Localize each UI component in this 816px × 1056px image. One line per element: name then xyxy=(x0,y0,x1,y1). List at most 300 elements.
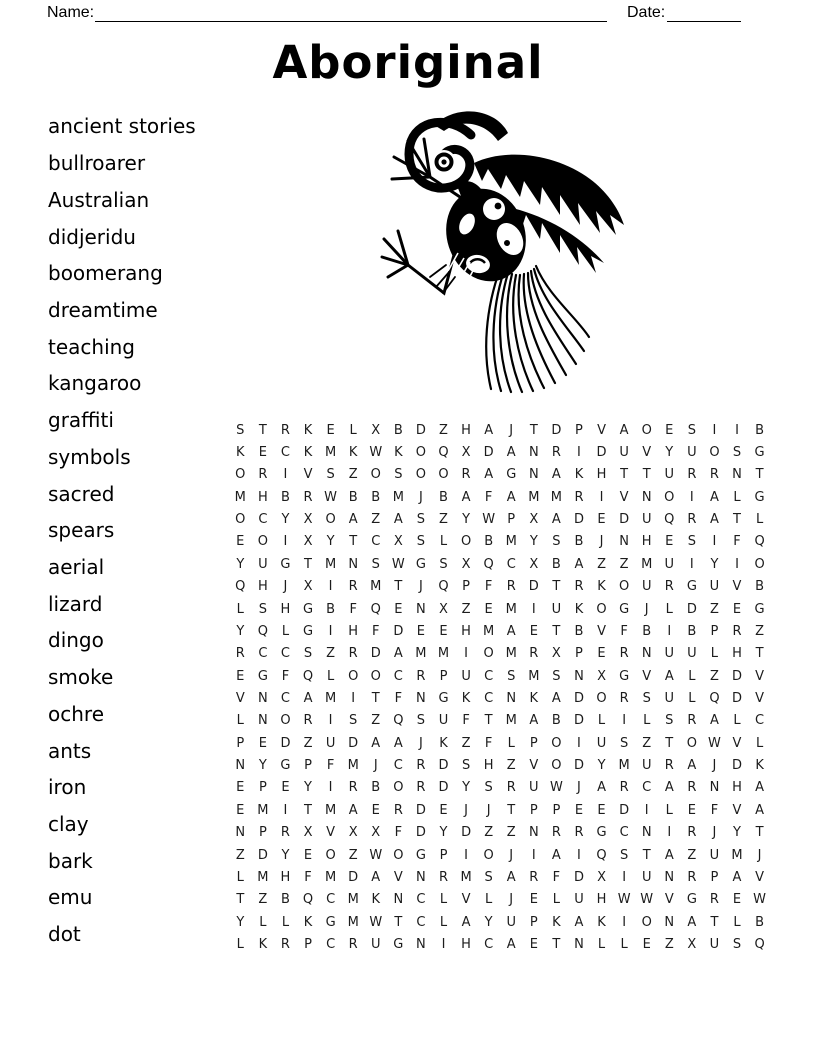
grid-cell: G xyxy=(280,758,291,774)
grid-cell: Z xyxy=(461,735,471,751)
grid-cell: R xyxy=(551,825,561,841)
grid-cell: H xyxy=(596,467,607,483)
grid-cell: A xyxy=(393,735,403,751)
grid-cell: H xyxy=(732,646,742,662)
grid-cell: H xyxy=(257,489,268,505)
grid-cell: U xyxy=(664,646,675,662)
grid-cell: Y xyxy=(304,780,312,796)
grid-cell: U xyxy=(664,556,675,572)
grid-cell: T xyxy=(620,467,629,483)
grid-cell: R xyxy=(732,623,742,639)
grid-cell: Z xyxy=(664,936,674,952)
grid-cell: M xyxy=(505,646,517,662)
grid-cell: E xyxy=(597,802,606,818)
grid-cell: C xyxy=(326,936,336,952)
grid-cell: J xyxy=(418,489,423,505)
grid-cell: R xyxy=(551,445,561,461)
grid-cell: M xyxy=(528,489,540,505)
grid-cell: R xyxy=(280,936,290,952)
grid-cell: O xyxy=(483,646,494,662)
grid-cell: G xyxy=(257,668,268,684)
grid-cell: G xyxy=(754,601,765,617)
grid-cell: G xyxy=(280,556,291,572)
grid-cell: E xyxy=(642,936,651,952)
grid-cell: K xyxy=(439,735,448,751)
grid-cell: K xyxy=(394,445,403,461)
grid-cell: T xyxy=(236,892,245,908)
grid-cell: P xyxy=(710,623,719,639)
grid-cell: Z xyxy=(326,646,336,662)
word-list-item: clay xyxy=(48,812,89,837)
grid-cell: G xyxy=(754,489,765,505)
grid-cell: J xyxy=(373,758,378,774)
grid-cell: P xyxy=(710,869,719,885)
grid-cell: E xyxy=(687,802,696,818)
grid-cell: M xyxy=(392,489,404,505)
grid-cell: K xyxy=(529,690,539,706)
grid-cell: H xyxy=(732,780,742,796)
grid-cell: K xyxy=(303,914,313,930)
grid-cell: B xyxy=(755,579,765,595)
grid-cell: C xyxy=(280,646,290,662)
grid-cell: O xyxy=(641,422,652,438)
grid-cell: O xyxy=(348,668,359,684)
grid-cell: Q xyxy=(370,601,381,617)
grid-cell: M xyxy=(618,758,630,774)
grid-cell: R xyxy=(687,825,697,841)
grid-cell: I xyxy=(622,869,627,885)
grid-cell: D xyxy=(732,690,743,706)
grid-cell: S xyxy=(687,534,696,550)
grid-cell: G xyxy=(619,668,630,684)
grid-cell: N xyxy=(641,646,652,662)
grid-cell: Q xyxy=(709,690,720,706)
grid-cell: W xyxy=(369,445,383,461)
grid-cell: F xyxy=(281,668,290,684)
grid-cell: O xyxy=(619,579,630,595)
grid-cell: D xyxy=(415,802,426,818)
grid-cell: Y xyxy=(258,758,267,774)
grid-cell: I xyxy=(599,489,604,505)
grid-cell: O xyxy=(709,445,720,461)
grid-cell: M xyxy=(370,579,382,595)
grid-cell: E xyxy=(394,601,403,617)
grid-cell: R xyxy=(687,869,697,885)
grid-cell: S xyxy=(484,780,493,796)
grid-cell: O xyxy=(325,847,336,863)
grid-cell: S xyxy=(642,690,651,706)
grid-cell: M xyxy=(257,802,269,818)
grid-cell: W xyxy=(708,735,721,751)
grid-cell: L xyxy=(349,422,357,438)
grid-cell: A xyxy=(619,422,629,438)
page-title: Aboriginal xyxy=(272,36,544,89)
grid-cell: R xyxy=(574,489,584,505)
grid-cell: A xyxy=(506,445,516,461)
grid-cell: U xyxy=(258,556,268,572)
grid-cell: I xyxy=(328,623,333,639)
grid-cell: B xyxy=(326,601,336,617)
grid-cell: R xyxy=(574,579,584,595)
grid-cell: N xyxy=(416,869,426,885)
grid-cell: F xyxy=(394,825,403,841)
grid-cell: E xyxy=(439,623,448,639)
grid-cell: P xyxy=(529,914,538,930)
grid-cell: T xyxy=(755,646,764,662)
grid-cell: T xyxy=(394,914,403,930)
grid-cell: P xyxy=(552,802,561,818)
grid-cell: F xyxy=(484,735,493,751)
grid-cell: E xyxy=(529,936,538,952)
grid-cell: D xyxy=(415,825,426,841)
grid-cell: D xyxy=(483,445,494,461)
grid-cell: R xyxy=(438,869,449,885)
grid-cell: E xyxy=(529,623,538,639)
grid-cell: T xyxy=(349,534,358,550)
grid-cell: S xyxy=(371,556,380,572)
grid-cell: V xyxy=(642,668,652,684)
word-list-item: dreamtime xyxy=(48,297,158,322)
grid-cell: A xyxy=(755,802,765,818)
grid-cell: G xyxy=(302,601,314,617)
grid-cell: L xyxy=(507,735,515,751)
grid-cell: L xyxy=(439,534,448,550)
grid-cell: Q xyxy=(438,579,449,595)
grid-cell: T xyxy=(484,713,493,729)
grid-cell: I xyxy=(531,601,536,617)
grid-cell: R xyxy=(416,758,426,774)
grid-cell: A xyxy=(664,668,674,684)
grid-cell: A xyxy=(687,758,697,774)
grid-cell: P xyxy=(304,936,312,952)
grid-cell: R xyxy=(687,713,697,729)
grid-cell: M xyxy=(731,847,743,863)
grid-cell: B xyxy=(755,914,765,930)
grid-cell: X xyxy=(597,668,606,684)
grid-cell: I xyxy=(283,467,288,483)
grid-cell: E xyxy=(326,422,335,438)
grid-cell: N xyxy=(235,825,246,841)
grid-cell: U xyxy=(371,936,381,952)
grid-cell: E xyxy=(732,601,742,617)
grid-cell: V xyxy=(732,579,742,595)
grid-cell: Z xyxy=(597,556,606,572)
grid-cell: L xyxy=(597,936,606,952)
grid-cell: X xyxy=(529,556,539,572)
grid-cell: S xyxy=(461,758,471,774)
grid-cell: I xyxy=(464,847,468,863)
grid-cell: I xyxy=(689,556,694,572)
date-blank-line xyxy=(667,20,741,22)
grid-cell: X xyxy=(551,646,561,662)
grid-cell: X xyxy=(529,512,539,528)
grid-cell: O xyxy=(235,512,246,528)
grid-cell: O xyxy=(280,713,291,729)
grid-cell: F xyxy=(620,623,628,639)
grid-cell: E xyxy=(529,892,538,908)
grid-cell: L xyxy=(688,668,696,684)
grid-cell: R xyxy=(687,512,697,528)
grid-cell: I xyxy=(351,690,356,706)
grid-cell: S xyxy=(507,668,516,684)
grid-cell: K xyxy=(258,936,268,952)
grid-cell: U xyxy=(641,869,652,885)
grid-cell: C xyxy=(258,512,268,528)
grid-cell: Y xyxy=(439,825,448,841)
grid-cell: M xyxy=(415,646,427,662)
grid-cell: N xyxy=(348,556,359,572)
grid-cell: O xyxy=(325,512,336,528)
grid-cell: M xyxy=(550,489,562,505)
grid-cell: L xyxy=(236,601,244,617)
grid-cell: E xyxy=(416,623,426,639)
grid-cell: H xyxy=(461,936,471,952)
grid-cell: R xyxy=(529,646,539,662)
grid-cell: J xyxy=(712,825,717,841)
grid-cell: A xyxy=(348,802,358,818)
grid-cell: R xyxy=(416,780,426,796)
grid-cell: R xyxy=(664,758,674,774)
grid-cell: O xyxy=(235,467,246,483)
grid-cell: G xyxy=(506,467,517,483)
grid-cell: O xyxy=(596,601,607,617)
grid-cell: B xyxy=(371,489,381,505)
grid-cell: A xyxy=(371,735,381,751)
grid-cell: K xyxy=(461,690,471,706)
word-list-item: lizard xyxy=(48,591,103,616)
grid-cell: S xyxy=(665,713,674,729)
grid-cell: X xyxy=(371,422,381,438)
grid-cell: T xyxy=(552,579,561,595)
word-list-item: ants xyxy=(48,738,92,763)
grid-cell: Y xyxy=(462,512,471,528)
grid-cell: R xyxy=(348,780,358,796)
grid-cell: A xyxy=(484,422,494,438)
grid-cell: E xyxy=(371,802,380,818)
grid-cell: U xyxy=(641,512,652,528)
grid-cell: D xyxy=(596,445,607,461)
grid-cell: L xyxy=(281,623,290,639)
grid-cell: L xyxy=(259,914,267,930)
grid-cell: N xyxy=(664,869,675,885)
grid-cell: O xyxy=(460,534,472,550)
grid-cell: Q xyxy=(393,713,404,729)
grid-cell: R xyxy=(303,489,313,505)
grid-cell: E xyxy=(236,668,245,684)
word-list-item: smoke xyxy=(48,665,114,690)
grid-cell: L xyxy=(597,713,606,729)
grid-cell: T xyxy=(304,556,312,572)
grid-cell: B xyxy=(280,892,290,908)
grid-cell: A xyxy=(732,869,742,885)
grid-cell: I xyxy=(577,735,581,751)
grid-cell: V xyxy=(303,467,313,483)
grid-cell: Y xyxy=(462,780,471,796)
grid-cell: U xyxy=(664,467,675,483)
grid-cell: C xyxy=(280,445,290,461)
grid-cell: C xyxy=(393,758,403,774)
grid-cell: N xyxy=(258,690,268,706)
grid-cell: K xyxy=(552,914,561,930)
grid-cell: H xyxy=(483,758,494,774)
grid-cell: K xyxy=(755,758,764,774)
grid-cell: L xyxy=(688,690,696,706)
grid-cell: R xyxy=(709,892,719,908)
grid-cell: N xyxy=(416,601,426,617)
grid-cell: J xyxy=(509,422,514,438)
grid-cell: E xyxy=(236,534,245,550)
grid-cell: F xyxy=(484,489,493,505)
grid-cell: J xyxy=(599,534,604,550)
grid-cell: R xyxy=(348,579,358,595)
word-list-item: sacred xyxy=(48,481,115,506)
grid-cell: N xyxy=(235,758,246,774)
grid-cell: D xyxy=(686,601,697,617)
grid-cell: G xyxy=(686,579,697,595)
grid-cell: O xyxy=(415,445,427,461)
grid-cell: W xyxy=(640,892,654,908)
grid-cell: I xyxy=(712,534,717,550)
grid-cell: F xyxy=(372,623,380,639)
name-label: Name: xyxy=(47,4,95,21)
grid-cell: P xyxy=(304,758,312,774)
grid-cell: R xyxy=(348,936,358,952)
grid-cell: E xyxy=(236,802,245,818)
grid-cell: R xyxy=(461,467,471,483)
grid-cell: D xyxy=(438,758,449,774)
grid-cell: H xyxy=(257,579,268,595)
grid-cell: R xyxy=(709,467,719,483)
grid-cell: Q xyxy=(235,579,246,595)
grid-cell: U xyxy=(596,735,607,751)
grid-cell: I xyxy=(464,646,468,662)
word-list-item: boomerang xyxy=(48,261,163,286)
grid-cell: T xyxy=(552,936,561,952)
grid-cell: R xyxy=(506,579,516,595)
grid-cell: Y xyxy=(281,847,290,863)
grid-cell: M xyxy=(234,489,246,505)
word-list-item: spears xyxy=(48,518,115,543)
grid-cell: G xyxy=(438,690,449,706)
grid-cell: U xyxy=(687,445,697,461)
grid-cell: T xyxy=(710,914,719,930)
grid-cell: K xyxy=(597,579,606,595)
grid-cell: Z xyxy=(461,601,471,617)
grid-cell: I xyxy=(622,914,627,930)
grid-cell: V xyxy=(755,690,765,706)
grid-cell: M xyxy=(505,534,517,550)
grid-cell: T xyxy=(733,512,741,528)
grid-cell: C xyxy=(619,825,629,841)
grid-cell: C xyxy=(416,892,426,908)
grid-cell: R xyxy=(280,825,290,841)
grid-cell: D xyxy=(438,780,449,796)
grid-cell: I xyxy=(283,534,288,550)
grid-cell: C xyxy=(755,713,765,729)
grid-cell: N xyxy=(416,690,426,706)
grid-cell: O xyxy=(641,914,652,930)
grid-cell: U xyxy=(664,690,675,706)
grid-cell: G xyxy=(302,623,314,639)
grid-cell: L xyxy=(485,892,493,908)
grid-cell: C xyxy=(326,892,336,908)
grid-cell: G xyxy=(393,936,404,952)
grid-cell: N xyxy=(528,467,539,483)
grid-cell: N xyxy=(732,467,742,483)
grid-cell: I xyxy=(283,802,288,818)
grid-cell: G xyxy=(415,847,426,863)
grid-cell: A xyxy=(393,646,403,662)
grid-cell: H xyxy=(280,601,291,617)
word-list-item: dot xyxy=(48,922,81,947)
grid-cell: B xyxy=(280,489,290,505)
grid-cell: S xyxy=(687,422,696,438)
grid-cell: L xyxy=(326,668,335,684)
grid-cell: E xyxy=(732,892,742,908)
grid-cell: M xyxy=(437,646,450,662)
grid-cell: J xyxy=(712,758,717,774)
grid-cell: W xyxy=(324,489,338,505)
grid-cell: G xyxy=(619,601,630,617)
word-list xyxy=(48,108,233,953)
grid-cell: I xyxy=(441,936,446,952)
grid-cell: A xyxy=(506,869,516,885)
grid-cell: S xyxy=(349,713,358,729)
grid-cell: P xyxy=(258,825,267,841)
grid-cell: I xyxy=(689,489,694,505)
grid-cell: G xyxy=(686,892,697,908)
grid-cell: Y xyxy=(281,512,290,528)
word-list-item: ochre xyxy=(48,701,104,726)
grid-cell: C xyxy=(484,668,494,684)
grid-cell: K xyxy=(574,467,584,483)
grid-cell: O xyxy=(551,735,562,751)
grid-cell: D xyxy=(393,623,404,639)
grid-cell: L xyxy=(733,489,741,505)
grid-cell: A xyxy=(687,914,697,930)
grid-cell: Z xyxy=(348,467,358,483)
grid-cell: E xyxy=(597,646,606,662)
grid-cell: V xyxy=(642,445,652,461)
grid-cell: S xyxy=(394,467,403,483)
word-list-item: aerial xyxy=(48,554,105,579)
grid-cell: D xyxy=(370,646,381,662)
grid-cell: N xyxy=(574,936,584,952)
grid-cell: U xyxy=(619,445,629,461)
grid-cell: Y xyxy=(665,445,674,461)
word-list-item: graffiti xyxy=(48,408,114,433)
grid-cell: I xyxy=(622,713,627,729)
grid-cell: R xyxy=(280,422,290,438)
grid-cell: M xyxy=(324,802,337,818)
grid-cell: U xyxy=(461,668,471,684)
grid-cell: U xyxy=(687,646,697,662)
grid-cell: Q xyxy=(438,445,449,461)
grid-cell: Z xyxy=(371,512,381,528)
grid-cell: R xyxy=(235,646,245,662)
grid-cell: N xyxy=(528,825,539,841)
grid-cell: T xyxy=(552,623,561,639)
grid-cell: R xyxy=(529,869,539,885)
grid-cell: N xyxy=(641,489,652,505)
grid-cell: J xyxy=(644,601,649,617)
grid-cell: W xyxy=(617,892,631,908)
grid-cell: M xyxy=(324,556,337,572)
grid-cell: T xyxy=(642,847,651,863)
grid-cell: X xyxy=(303,534,313,550)
grid-cell: P xyxy=(507,512,516,528)
grid-cell: O xyxy=(483,847,494,863)
